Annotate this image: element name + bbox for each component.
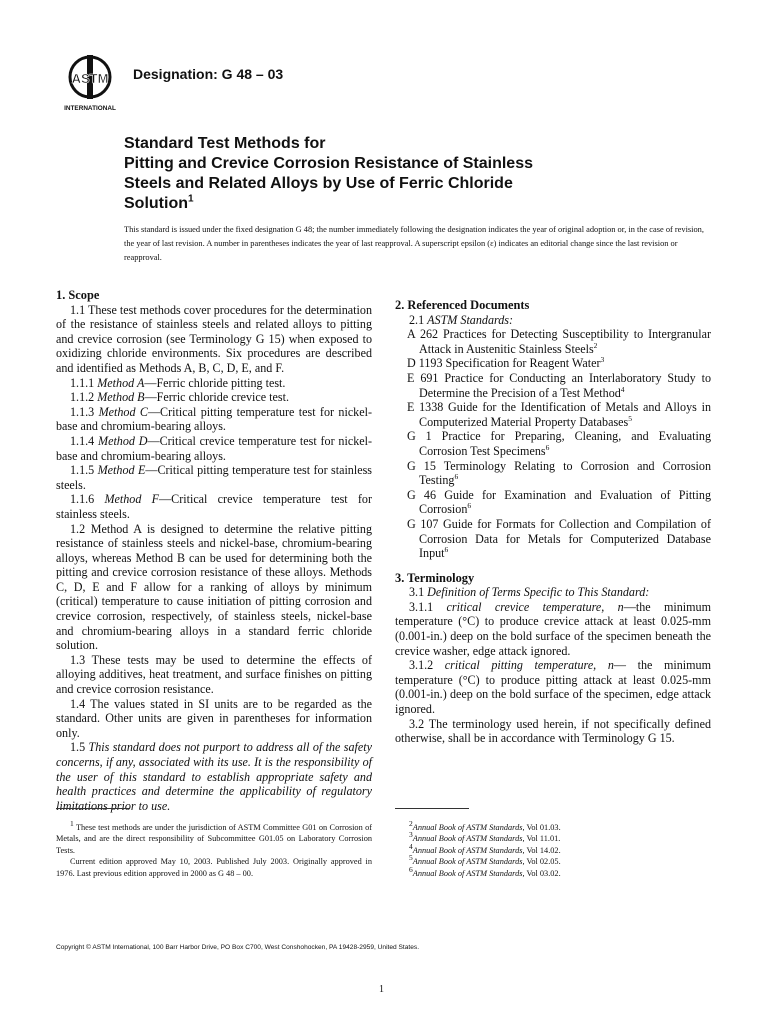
title-line: Steels and Related Alloys by Use of Ferric Chloride (124, 175, 513, 192)
footnote: $^4$Annual Book of ASTM Standards, Vol 14.02. (409, 842, 561, 855)
paragraph: 1.2 Method A is designed to determine the relative pitting resistance of stainless steels and nickel-base, chromium-bearing alloys, whereas Method B can be used for determining both the pitting and crevice corrosion resistance of these alloys. Methods C, D, E and F allow for a ranking of alloys by minimum (critical) temperature to cause initiation of pitting corrosion and crevice corrosion, respectively, of stainless steels, nickel-base and chromium-bearing alloys in a standard ferric chloride solution. (56, 521, 372, 653)
paragraph: 1.3 These tests may be used to determine the effects of alloying additives, heat treatment, and surface finishes on pitting and crevice corrosion resistance. (56, 652, 372, 697)
section-heading-scope: 1. Scope (56, 288, 100, 302)
svg-text:ASTM: ASTM (71, 71, 109, 86)
footnotes-right (395, 819, 711, 879)
reference-item: G 46 Guide for Examination and Evaluation of Pitting Corrosion$^6$ (407, 487, 711, 517)
section-heading-terminology: 3. Terminology (395, 570, 475, 585)
right-column (395, 288, 711, 746)
issuance-note: This standard is issued under the fixed designation G 48; the number immediately following the designation indicates the year of original adoption or, in the case of revision, the year of last revision. A number in parentheses indicates the year of last reapproval. A superscript epsilon (ε) indicates an editorial change since the last revision or reapproval. (124, 225, 704, 262)
reference-item: G 15 Terminology Relating to Corrosion and Corrosion Testing$^6$ (407, 458, 711, 488)
paragraph: 1.4 The values stated in SI units are to be regarded as the standard. Other units are given in parentheses for information only. (56, 696, 372, 740)
footnote: $^2$Annual Book of ASTM Standards, Vol 01.03. (409, 819, 561, 832)
title-line: Pitting and Crevice Corrosion Resistance of Stainless (124, 155, 533, 172)
footnote-rule (56, 808, 130, 809)
definition-item: 3.1.2 critical pitting temperature, n— the minimum temperature (°C) to produce pitting attack at least 0.025-mm (0.001-in.) deep on the bold surface of the specimen, edge attack ignored. (395, 658, 711, 717)
title-footnote-mark: 1 (187, 193, 194, 205)
method-item: 1.1.1 Method A—Ferric chloride pitting test. (70, 375, 286, 390)
title-line: Standard Test Methods for (124, 135, 326, 152)
copyright-notice: Copyright © ASTM International, 100 Barr Harbor Drive, PO Box C700, West Conshohocken, PA 19428-2959, United States. (56, 944, 420, 951)
left-column (56, 288, 372, 813)
subsection-title: 3.1 Definition of Terms Specific to This Standard: (409, 585, 650, 600)
method-item: 1.1.5 Method E—Critical pitting temperature test for stainless steels. (56, 463, 372, 492)
footnote: $^3$Annual Book of ASTM Standards, Vol 11.01. (409, 830, 561, 844)
footnote-rule (395, 808, 469, 809)
reference-item: E 1338 Guide for the Identification of Metals and Alloys in Computerized Material Property Databases$^5$ (407, 400, 711, 429)
designation: Designation: G 48 – 03 (133, 66, 284, 82)
document-title (124, 134, 684, 214)
reference-item: A 262 Practices for Detecting Susceptibility to Intergranular Attack in Austenitic Stainless Steels$^2$ (407, 327, 711, 356)
title-line: Solution$^1$ (124, 193, 194, 212)
subsection-title: 2.1 ASTM Standards: (409, 312, 514, 327)
reference-list (395, 327, 711, 561)
astm-logo (60, 53, 124, 113)
footnote: $^1$ These test methods are under the jurisdiction of ASTM Committee G01 on Corrosion of Metals, and are the direct responsibility of Subcommittee G01.05 on Laboratory Corrosion Tests. (56, 819, 372, 855)
definition-item: 3.1.1 critical crevice temperature, n—the minimum temperature (°C) to produce crevice attack at least 0.025-mm (0.001-in.) deep on the bold surface of the specimen beneath the crevice washer, edge attack ignored. (395, 599, 711, 658)
reference-item: G 1 Practice for Preparing, Cleaning, and Evaluating Corrosion Test Specimens$^6$ (407, 429, 711, 458)
svg-text:INTERNATIONAL: INTERNATIONAL (64, 105, 116, 112)
footnote: Current edition approved May 10, 2003. Published July 2003. Originally approved in 1976. Last previous edition approved in 2000 as G 48 – 00. (56, 857, 372, 878)
paragraph: 3.2 The terminology used herein, if not specifically defined otherwise, shall be in accordance with Terminology G 15. (395, 716, 711, 746)
reference-item: E 691 Practice for Conducting an Interlaboratory Study to Determine the Precision of a Test Method$^4$ (407, 370, 711, 400)
method-item: 1.1.4 Method D—Critical crevice temperature test for nickel-base and chromium-bearing alloys. (56, 433, 372, 463)
reference-item: G 107 Guide for Formats for Collection and Compilation of Corrosion Data for Metals for Computerized Database Input$^6$ (407, 516, 711, 561)
footnote: $^6$Annual Book of ASTM Standards, Vol 03.02. (409, 864, 561, 878)
footnote: $^5$Annual Book of ASTM Standards, Vol 02.05. (409, 853, 561, 867)
safety-paragraph: 1.5 This standard does not purport to address all of the safety concerns, if any, associated with its use. It is the responsibility of the user of this standard to establish appropriate safety and health practices and determine the applicability of regulatory limitations prior to use. (56, 740, 372, 813)
section-heading-referenced-documents: 2. Referenced Documents (395, 298, 530, 312)
reference-item: D 1193 Specification for Reagent Water$^3$ (407, 355, 605, 371)
method-item: 1.1.3 Method C—Critical pitting temperature test for nickel-base and chromium-bearing alloys. (56, 404, 372, 434)
paragraph: 1.1 These test methods cover procedures for the determination of the resistance of stainless steels and related alloys to pitting and crevice corrosion (see Terminology G 15) when exposed to oxidizing chloride environments. Six procedures are described and identified as Methods A, B, C, D, E, and F. (56, 302, 372, 375)
method-item: 1.1.2 Method B—Ferric chloride crevice test. (70, 390, 289, 405)
page-number: 1 (379, 984, 384, 995)
footnotes-left (56, 819, 372, 879)
method-item: 1.1.6 Method F—Critical crevice temperature test for stainless steels. (56, 492, 372, 521)
